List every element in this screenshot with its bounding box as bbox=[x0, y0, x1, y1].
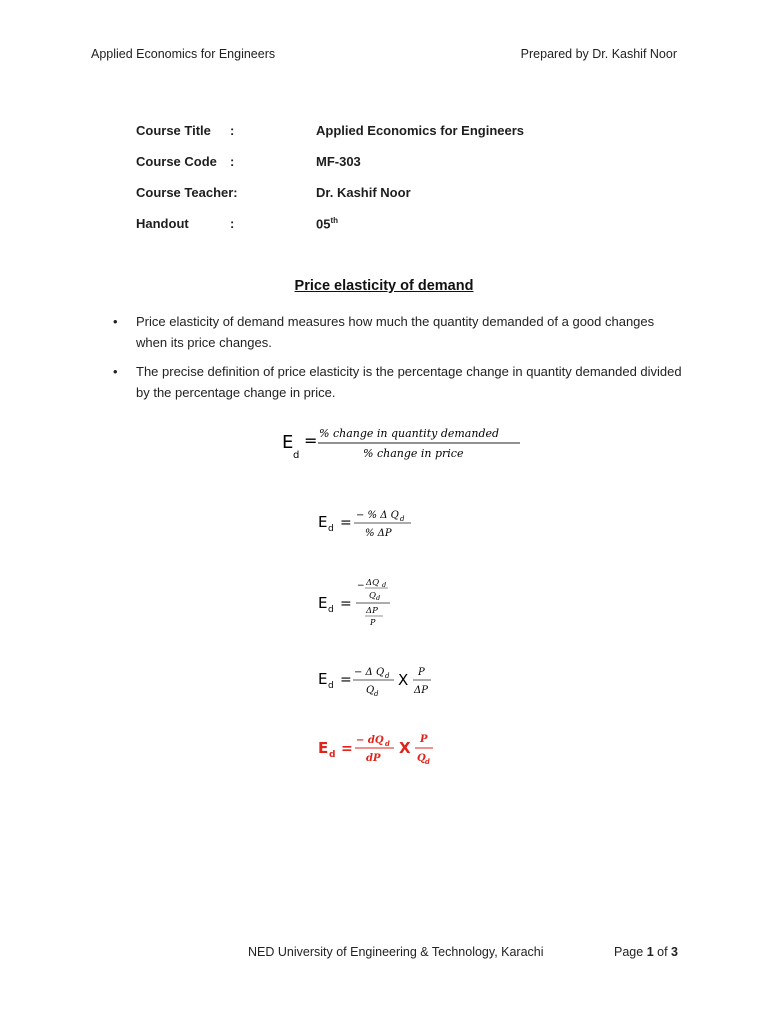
eq4-times: X bbox=[398, 671, 409, 689]
eq2-lhs-sub: d bbox=[328, 524, 334, 534]
eq2-numerator-sub: d bbox=[400, 515, 405, 523]
equation-definition-svg bbox=[278, 420, 538, 472]
course-code-value: MF-303 bbox=[316, 154, 361, 169]
eq1-lhs-sub: d bbox=[293, 450, 300, 461]
eq2-lhs: E bbox=[318, 513, 328, 531]
equation-ratio-form-svg bbox=[316, 660, 446, 706]
equation-definition bbox=[278, 420, 538, 472]
eq3-equals: = bbox=[340, 596, 352, 612]
eq3-lower-num: ΔP bbox=[366, 606, 378, 616]
eq3-lhs-sub: d bbox=[328, 605, 334, 615]
bullet-item bbox=[113, 311, 683, 353]
eq4-equals: = bbox=[340, 672, 352, 688]
footer-institution: NED University of Engineering & Technology, Karachi bbox=[248, 945, 544, 959]
eq4-lhs: E bbox=[318, 670, 328, 688]
footer-page-word: Page bbox=[614, 945, 644, 959]
eq3-inner-den: Q bbox=[369, 591, 376, 601]
course-title-value: Applied Economics for Engineers bbox=[316, 123, 525, 138]
eq5-denominator2-sub: d bbox=[425, 757, 430, 766]
footer-page-total: 3 bbox=[671, 945, 678, 959]
bullet-dot-icon: • bbox=[113, 314, 118, 329]
bullet-dot-icon: • bbox=[113, 364, 118, 379]
eq4-denominator2: ΔP bbox=[414, 685, 428, 696]
course-code-colon: : bbox=[230, 154, 235, 169]
eq5-numerator2: P bbox=[420, 734, 428, 745]
eq3-inner-num-sub: d bbox=[382, 581, 387, 589]
eq4-numerator-sub: d bbox=[385, 672, 390, 680]
header-prepared-by: Prepared by Dr. Kashif Noor bbox=[520, 47, 677, 61]
eq1-equals: = bbox=[304, 431, 318, 450]
footer-of-word: of bbox=[657, 945, 668, 959]
handout-value bbox=[316, 216, 338, 231]
course-title-label: Course Title bbox=[136, 123, 211, 138]
footer-page-current: 1 bbox=[646, 945, 654, 959]
bullet-text: Price elasticity of demand measures how much the quantity demanded of a good changes when its price changes. bbox=[136, 314, 655, 350]
eq5-denominator: dP bbox=[366, 753, 381, 764]
handout-colon: : bbox=[230, 216, 235, 231]
eq1-numerator: % change in quantity demanded bbox=[319, 427, 500, 440]
eq5-times: X bbox=[399, 739, 411, 757]
equation-compound-fraction-svg bbox=[316, 574, 436, 630]
eq4-numerator: − Δ Q bbox=[354, 667, 385, 678]
equation-ratio-form bbox=[316, 660, 446, 706]
handout-suffix: th bbox=[330, 216, 339, 225]
eq2-equals: = bbox=[340, 515, 352, 531]
eq3-lhs: E bbox=[318, 594, 328, 612]
eq5-lhs-sub: d bbox=[329, 750, 336, 760]
eq2-denominator: % ΔP bbox=[365, 528, 392, 539]
eq2-numerator: − % Δ Q bbox=[356, 510, 399, 521]
handout-label: Handout bbox=[136, 216, 189, 231]
bullet-text: The precise definition of price elasticity is the percentage change in quantity demanded divided by the percentage change in price. bbox=[136, 364, 682, 400]
handout-number: 05 bbox=[316, 216, 331, 232]
eq3-minus: − bbox=[357, 581, 365, 591]
header-course-name: Applied Economics for Engineers bbox=[91, 47, 276, 61]
equation-compound-fraction bbox=[316, 574, 436, 630]
course-code-label: Course Code bbox=[136, 154, 217, 169]
course-teacher-label: Course Teacher: bbox=[136, 185, 238, 200]
equation-derivative-form bbox=[316, 728, 446, 774]
bullet-list bbox=[113, 311, 683, 411]
eq1-denominator: % change in price bbox=[363, 447, 464, 460]
eq5-lhs: E bbox=[318, 739, 329, 757]
eq5-numerator-sub: d bbox=[385, 739, 390, 748]
eq4-denominator: Q bbox=[366, 685, 375, 696]
eq5-numerator: − dQ bbox=[356, 735, 384, 746]
eq4-numerator2: P bbox=[418, 667, 425, 678]
equation-percent-change bbox=[316, 502, 436, 548]
handout-row bbox=[136, 216, 636, 247]
course-info-block bbox=[136, 123, 636, 247]
eq5-equals: = bbox=[341, 741, 353, 757]
equation-derivative-form-svg bbox=[316, 728, 446, 774]
eq3-inner-den-sub: d bbox=[376, 594, 381, 602]
eq3-lower-den: P bbox=[370, 618, 376, 627]
eq1-lhs: E bbox=[282, 432, 294, 453]
bullet-item bbox=[113, 361, 683, 403]
section-title: Price elasticity of demand bbox=[294, 278, 474, 294]
eq4-denominator-sub: d bbox=[374, 690, 379, 698]
eq5-denominator2: Q bbox=[417, 753, 426, 764]
course-teacher-value: Dr. Kashif Noor bbox=[316, 185, 411, 200]
course-teacher-row bbox=[136, 185, 636, 216]
course-title-row bbox=[136, 123, 636, 154]
eq3-inner-num: ΔQ bbox=[366, 578, 380, 588]
eq4-lhs-sub: d bbox=[328, 681, 334, 691]
course-code-row bbox=[136, 154, 636, 185]
course-title-colon: : bbox=[230, 123, 235, 138]
equation-percent-change-svg bbox=[316, 502, 436, 548]
footer-page-number bbox=[614, 945, 678, 959]
